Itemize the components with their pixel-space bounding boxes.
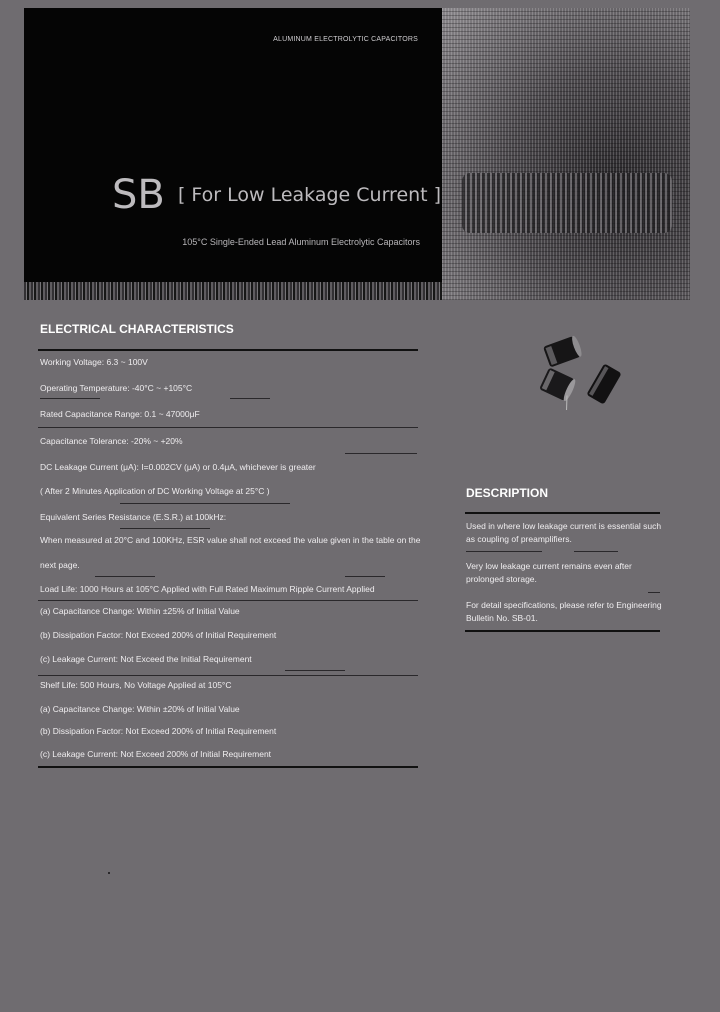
header-photo <box>442 8 690 300</box>
spec-line: Operating Temperature: -40°C ~ +105°C <box>40 383 193 393</box>
spec-line: (b) Dissipation Factor: Not Exceed 200% of Initial Requirement <box>40 726 277 736</box>
spec-line: (a) Capacitance Change: Within ±25% of Initial Value <box>40 606 240 616</box>
photo-texture <box>462 173 672 233</box>
spec-line: DC Leakage Current (μA): I=0.002CV (μA) or 0.4μA, whichever is greater <box>40 462 316 472</box>
spec-line: Equivalent Series Resistance (E.S.R.) at 100kHz: <box>40 512 227 522</box>
dash-rule <box>95 576 155 577</box>
dash-rule <box>345 576 385 577</box>
description-item: Used in where low leakage current is essential such as coupling of preamplifiers. <box>466 521 662 544</box>
row-divider <box>38 600 418 601</box>
dash-rule <box>40 398 100 399</box>
series-subtitle: [ For Low Leakage Current ] <box>177 184 442 206</box>
description-rule <box>465 630 660 632</box>
section-rule <box>38 349 418 351</box>
spec-line: next page. <box>40 560 80 570</box>
header-banner <box>24 8 442 300</box>
dash-rule <box>120 528 210 529</box>
dash-rule <box>466 551 542 552</box>
spec-line: (c) Leakage Current: Not Exceed the Initial Requirement <box>40 654 252 664</box>
dash-rule <box>345 453 417 454</box>
series-code: SB <box>112 172 165 218</box>
scan-speck <box>108 872 110 874</box>
series-title <box>112 172 441 218</box>
description-heading: DESCRIPTION <box>466 486 549 500</box>
spec-line: (b) Dissipation Factor: Not Exceed 200% of Initial Requirement <box>40 630 277 640</box>
category-label: ALUMINUM ELECTROLYTIC CAPACITORS <box>273 36 418 43</box>
spec-line: (c) Leakage Current: Not Exceed 200% of Initial Requirement <box>40 749 272 759</box>
dash-rule <box>120 503 290 504</box>
spec-line: (a) Capacitance Change: Within ±20% of Initial Value <box>40 704 240 714</box>
series-description: 105°C Single-Ended Lead Aluminum Electrolytic Capacitors <box>182 237 420 247</box>
capacitor-top <box>543 335 583 368</box>
spec-line: Capacitance Tolerance: -20% ~ +20% <box>40 436 183 446</box>
description-rule <box>465 512 660 514</box>
electrical-characteristics-heading: ELECTRICAL CHARACTERISTICS <box>40 322 234 336</box>
spec-line: When measured at 20°C and 100KHz, ESR value shall not exceed the value given in the table on the <box>40 535 421 545</box>
spec-line: Rated Capacitance Range: 0.1 ~ 47000μF <box>40 409 200 419</box>
spec-line: Load Life: 1000 Hours at 105°C Applied with Full Rated Maximum Ripple Current Applied <box>40 584 375 594</box>
spec-line: Shelf Life: 500 Hours, No Voltage Applied at 105°C <box>40 680 232 690</box>
spec-line: ( After 2 Minutes Application of DC Working Voltage at 25°C ) <box>40 486 270 496</box>
description-item: For detail specifications, please refer to Engineering Bulletin No. SB-01. <box>466 600 662 623</box>
section-rule <box>38 766 418 768</box>
capacitor-right <box>586 363 621 404</box>
capacitor-left <box>536 367 580 410</box>
row-divider <box>38 675 418 676</box>
dash-rule <box>230 398 270 399</box>
spec-line: Working Voltage: 6.3 ~ 100V <box>40 357 148 367</box>
dash-rule <box>285 670 345 671</box>
description-item: Very low leakage current remains even after prolonged storage. <box>466 561 632 584</box>
dash-rule <box>648 592 660 593</box>
dash-rule <box>574 551 618 552</box>
header-speckle-strip <box>24 282 442 300</box>
row-divider <box>38 427 418 428</box>
capacitor-photo <box>534 334 624 410</box>
